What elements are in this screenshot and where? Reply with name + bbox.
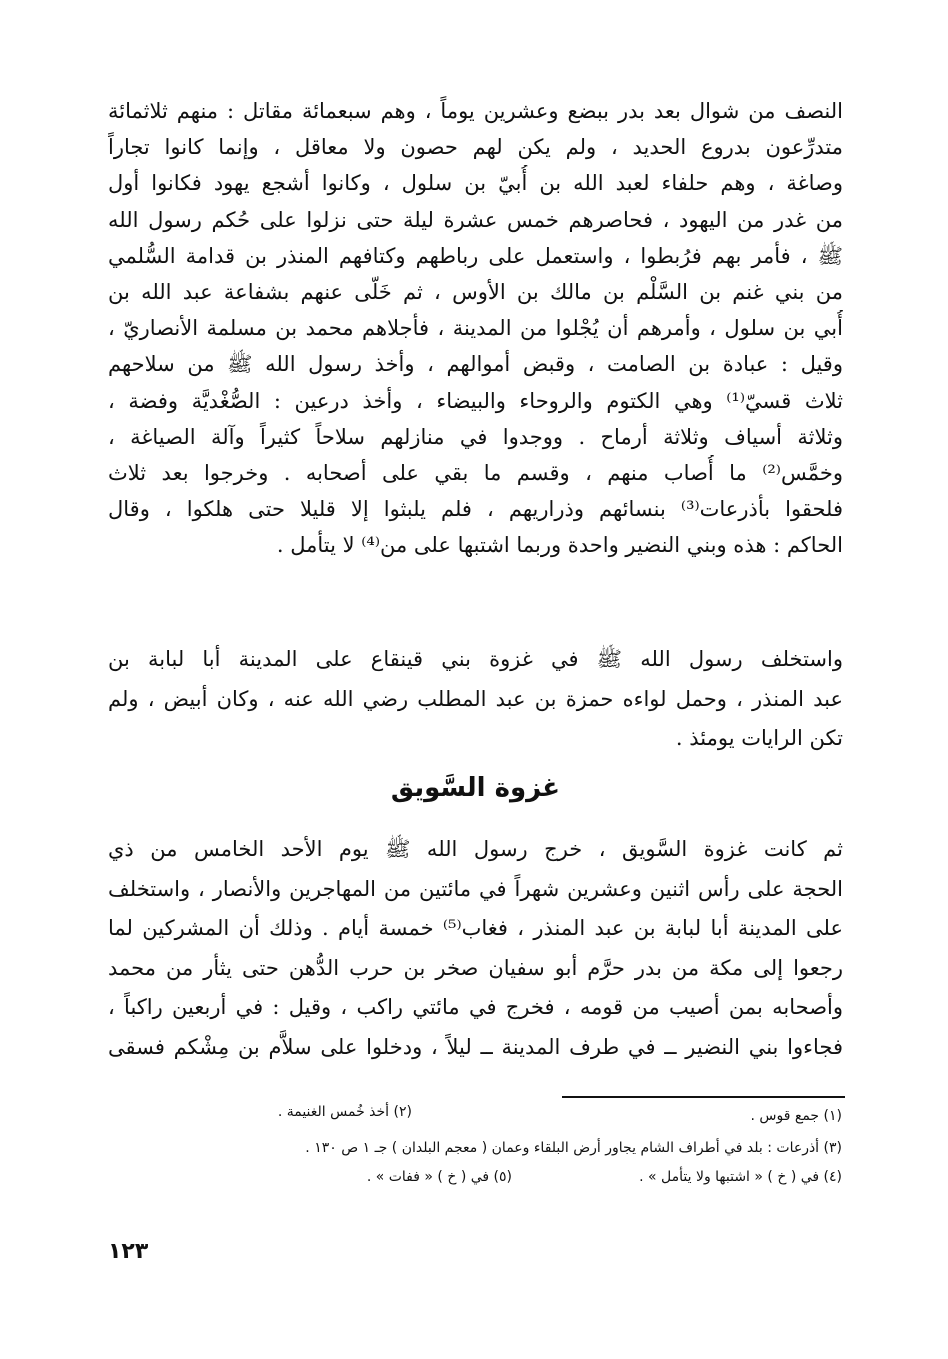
text-line: الحجة على رأس اثنين وعشرين شهراً في مائتين من المهاجرين والأنصار ، واستخلف bbox=[108, 876, 843, 901]
text-line: متدرِّعون بدروع الحديد ، ولم يكن لهم حصون ولا معاقل ، وإنما كانوا تجاراً bbox=[108, 135, 843, 160]
text-line: من غدر من اليهود ، فحاصرهم خمس عشرة ليلة حتى نزلوا على حُكم رسول الله bbox=[108, 207, 843, 232]
text-line: الحاكم : هذه وبني النضير واحدة وربما اشتبها على من⁽⁴⁾ لا يتأمل . bbox=[276, 533, 843, 558]
paragraph-deputy-and-banner bbox=[108, 640, 843, 759]
text-line: فلحقوا بأذرعات⁽³⁾ بنسائهم وذراريهم ، فلم يلبثوا إلا قليلا حتى هلكوا ، وقال bbox=[108, 497, 843, 522]
paragraph-banu-qaynuqa-continued bbox=[108, 93, 843, 563]
text-line: ﷺ ، فأمر بهم فرُبطوا ، واستعمل على رباطهم وكتافهم المنذر بن قدامة السُّلمي bbox=[108, 243, 843, 268]
footnote-2: (٢) أخذ خُمس الغنيمة . bbox=[277, 1104, 412, 1120]
text-line: واستخلف رسول الله ﷺ في غزوة بني قينقاع على المدينة أبا لبابة بن bbox=[108, 647, 843, 671]
text-line: عبد المنذر ، وحمل لواءه حمزة بن عبد المطلب رضي الله عنه ، وكان أبيض ، ولم bbox=[108, 686, 843, 711]
text-line: فجاءوا بني النضير ــ في طرف المدينة ــ ليلاً ، ودخلوا على سلاَّم بن مِشْكم فسقى bbox=[108, 1034, 843, 1059]
text-line: وثلاثة أسياف وثلاثة أرماح . ووجدوا في منازلهم سلاحاً كثيراً وآلة الصياغة ، bbox=[108, 424, 843, 449]
text-line: وقيل : عبادة بن الصامت ، وقبض أموالهم ، وأخذ رسول الله ﷺ من سلاحهم bbox=[108, 352, 843, 377]
text-line: على المدينة أبا لبابة بن عبد المنذر ، فغاب⁽⁵⁾ خمسة أيام . وذلك أن المشركين لما bbox=[108, 916, 843, 941]
footnote-separator bbox=[562, 1096, 845, 1098]
text-line: من بني غنم بن السَّلْم بن مالك بن الأوس ، ثم خَلّى عنهم بشفاعة عبد الله بن bbox=[108, 279, 843, 304]
text-line: وأصحابه بمن أصيب من قومه ، فخرج في مائتي راكب ، وقيل : في أربعين راكباً ، bbox=[108, 995, 843, 1020]
text-line: وصاغة ، وهم حلفاء لعبد الله بن أُبيّ بن سلول ، وكانوا أشجع يهود فكانوا أول bbox=[108, 171, 843, 196]
paragraph-ghazwat-al-sawiq bbox=[108, 830, 843, 1068]
text-line: تكن الرايات يومئذ . bbox=[675, 726, 843, 751]
footnote-4: (٤) في ( خ ) « اشتبها ولا يتأمل » . bbox=[639, 1169, 842, 1185]
footnote-3: (٣) أذرعات : بلد في أطراف الشام يجاور أرض البلقاء وعمان ( معجم البلدان ) جـ ١ ص ١٣٠ . bbox=[305, 1140, 842, 1156]
text-line: النصف من شوال بعد بدر ببضع وعشرين يوماً ، وهم سبعمائة مقاتل : منهم ثلاثمائة bbox=[108, 99, 843, 123]
page-number: ١٢٣ bbox=[108, 1239, 149, 1264]
footnote-5: (٥) في ( خ ) « ففات » . bbox=[366, 1169, 512, 1185]
text-line: وخمَّس⁽²⁾ ما أُصاب منهم ، وقسم ما بقي على أصحابه . وخرجوا بعد ثلاث bbox=[108, 460, 843, 485]
footnote-1: (١) جمع قوس . bbox=[750, 1108, 842, 1124]
text-line: ثم كانت غزوة السَّويق ، خرج رسول الله ﷺ يوم الأحد الخامس من ذي bbox=[108, 837, 843, 861]
text-line: أُبي بن سلول ، وأمرهم أن يُجْلوا من المدينة ، فأجلاهم محمد بن مسلمة الأنصاريّ ، bbox=[108, 316, 843, 341]
text-line: رجعوا إلى مكة من بدر حرَّم أبو سفيان صخر بن حرب الدُّهن حتى يثأر من محمد bbox=[108, 955, 843, 980]
section-heading: غزوة السَّويق bbox=[390, 773, 561, 803]
text-line: ثلاث قسيّ⁽¹⁾ وهي الكتوم والروحاء والبيضاء ، وأخذ درعين : الصُّغْديَّة وفضة ، bbox=[108, 388, 843, 413]
